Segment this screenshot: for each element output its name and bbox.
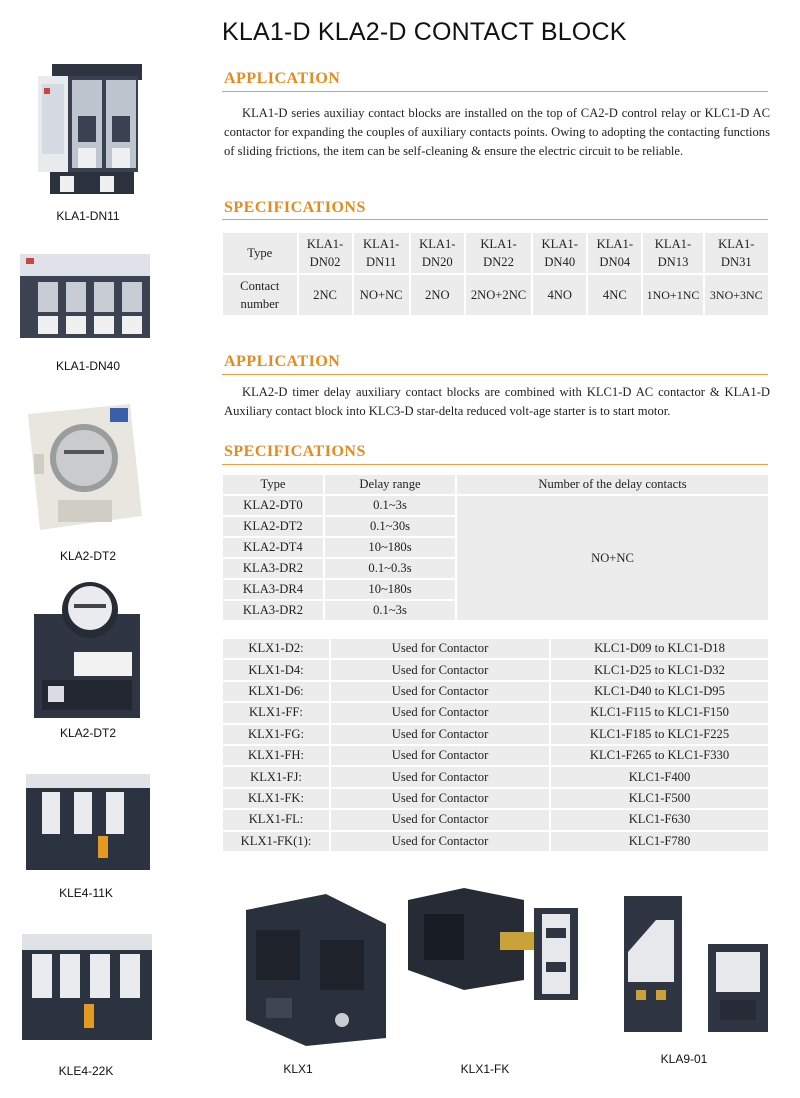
type-cell: KLA1- DN13 <box>643 233 702 273</box>
use-cell: Used for Contactor <box>331 660 549 679</box>
range-cell: KLC1-D25 to KLC1-D32 <box>551 660 768 679</box>
contact-cell: NO+NC <box>354 275 409 315</box>
application-heading-2: APPLICATION <box>224 353 341 370</box>
contact-cell: 4NC <box>588 275 641 315</box>
type-cell: KLA3-DR2 <box>223 601 323 620</box>
range-cell: KLC1-D40 to KLC1-D95 <box>551 682 768 701</box>
type-cell: KLX1-D4: <box>223 660 329 679</box>
use-cell: Used for Contactor <box>331 767 549 786</box>
kla9-01-caption: KLA9-01 <box>660 1052 708 1066</box>
type-cell: KLX1-FH: <box>223 746 329 765</box>
contact-cell: 2NO <box>411 275 464 315</box>
range-cell: 10~180s <box>325 580 455 599</box>
type-cell: KLA1- DN04 <box>588 233 641 273</box>
use-cell: Used for Contactor <box>331 703 549 722</box>
range-cell: KLC1-F780 <box>551 832 768 851</box>
type-cell: KLA2-DT4 <box>223 538 323 557</box>
delay-contacts-cell: NO+NC <box>457 496 768 620</box>
contact-number-label: Contact number <box>223 275 297 315</box>
type-cell: KLA1- DN31 <box>705 233 768 273</box>
application-heading-1: APPLICATION <box>224 70 341 87</box>
range-cell: KLC1-F185 to KLC1-F225 <box>551 725 768 744</box>
kla9-01-photo <box>616 890 774 1040</box>
klx1-fk-caption: KLX1-FK <box>460 1062 510 1076</box>
kla2-dt2-photo <box>18 396 148 536</box>
type-cell: KLA3-DR2 <box>223 559 323 578</box>
kle4-11k-caption: KLE4-11K <box>59 886 113 900</box>
kla2-dt2-caption-2: KLA2-DT2 <box>59 726 117 740</box>
type-cell: KLX1-FG: <box>223 725 329 744</box>
kla1-dn40-caption: KLA1-DN40 <box>55 359 121 373</box>
use-cell: Used for Contactor <box>331 682 549 701</box>
section-divider <box>222 219 768 220</box>
type-cell: KLA1- DN40 <box>533 233 586 273</box>
range-cell: KLC1-F400 <box>551 767 768 786</box>
type-cell: KLX1-FL: <box>223 810 329 829</box>
use-cell: Used for Contactor <box>331 746 549 765</box>
use-cell: Used for Contactor <box>331 725 549 744</box>
header-cell: Type <box>223 475 323 494</box>
use-cell: Used for Contactor <box>331 639 549 658</box>
timer-spec-table <box>221 473 770 622</box>
specifications-heading-2: SPECIFICATIONS <box>224 443 366 460</box>
range-cell: 0.1~3s <box>325 601 455 620</box>
contact-cell: 2NO+2NC <box>466 275 531 315</box>
klx-spec-table <box>221 637 770 853</box>
use-cell: Used for Contactor <box>331 789 549 808</box>
kla1-dn40-photo <box>16 244 154 344</box>
contact-cell: 4NO <box>533 275 586 315</box>
type-cell: KLX1-FK: <box>223 789 329 808</box>
contact-cell: 2NC <box>299 275 352 315</box>
kle4-22k-caption: KLE4-22K <box>58 1064 114 1078</box>
type-cell: KLA1- DN20 <box>411 233 464 273</box>
range-cell: KLC1-F500 <box>551 789 768 808</box>
section-divider <box>222 374 768 375</box>
application-text-2: KLA2-D timer delay auxiliary contact blocks are combined with KLC1-D AC contactor & KLA1-D Auxiliary contact block into KLC3-D star-delta reduced volt-age starter is to start motor. <box>224 385 770 418</box>
section-divider <box>222 464 768 465</box>
type-cell: KLA2-DT2 <box>223 517 323 536</box>
type-cell: KLX1-D2: <box>223 639 329 658</box>
kla1-dn11-caption: KLA1-DN11 <box>56 209 120 223</box>
contact-cell: 1NO+1NC <box>643 275 702 315</box>
use-cell: Used for Contactor <box>331 810 549 829</box>
kle4-11k-photo <box>20 764 154 874</box>
klx1-fk-photo <box>404 880 584 1010</box>
type-cell: KLX1-FJ: <box>223 767 329 786</box>
kla2-dt2-photo <box>30 580 144 720</box>
type-cell: KLA2-DT0 <box>223 496 323 515</box>
range-cell: 10~180s <box>325 538 455 557</box>
header-cell: Delay range <box>325 475 455 494</box>
kle4-22k-photo <box>18 924 156 1044</box>
contact-spec-table <box>221 231 770 317</box>
type-cell: KLA1- DN11 <box>354 233 409 273</box>
contact-cell: 3NO+3NC <box>705 275 768 315</box>
range-cell: KLC1-F265 to KLC1-F330 <box>551 746 768 765</box>
range-cell: 0.1~30s <box>325 517 455 536</box>
type-cell: KLX1-FK(1): <box>223 832 329 851</box>
kla2-dt2-caption-1: KLA2-DT2 <box>59 549 117 563</box>
section-divider <box>222 91 768 92</box>
application-text-1: KLA1-D series auxiliay contact blocks are installed on the top of CA2-D control relay or KLC1-D AC contactor for expanding the couples of auxiliary contacts points. Owing to adopting the contacting functions of sliding frictions, the item can be self-cleaning & ensure the electric circuit to be reliable. <box>224 106 770 158</box>
range-cell: 0.1~0.3s <box>325 559 455 578</box>
klx1-photo <box>236 890 392 1050</box>
range-cell: 0.1~3s <box>325 496 455 515</box>
range-cell: KLC1-F115 to KLC1-F150 <box>551 703 768 722</box>
type-cell: KLX1-FF: <box>223 703 329 722</box>
klx1-caption: KLX1 <box>283 1062 313 1076</box>
type-cell: KLX1-D6: <box>223 682 329 701</box>
range-cell: KLC1-F630 <box>551 810 768 829</box>
specifications-heading-1: SPECIFICATIONS <box>224 199 366 216</box>
header-cell: Number of the delay contacts <box>457 475 768 494</box>
type-label: Type <box>223 233 297 273</box>
type-cell: KLA1- DN22 <box>466 233 531 273</box>
use-cell: Used for Contactor <box>331 832 549 851</box>
page-title: KLA1-D KLA2-D CONTACT BLOCK <box>222 18 627 46</box>
range-cell: KLC1-D09 to KLC1-D18 <box>551 639 768 658</box>
kla1-dn11-photo <box>30 58 146 200</box>
type-cell: KLA3-DR4 <box>223 580 323 599</box>
type-cell: KLA1- DN02 <box>299 233 352 273</box>
